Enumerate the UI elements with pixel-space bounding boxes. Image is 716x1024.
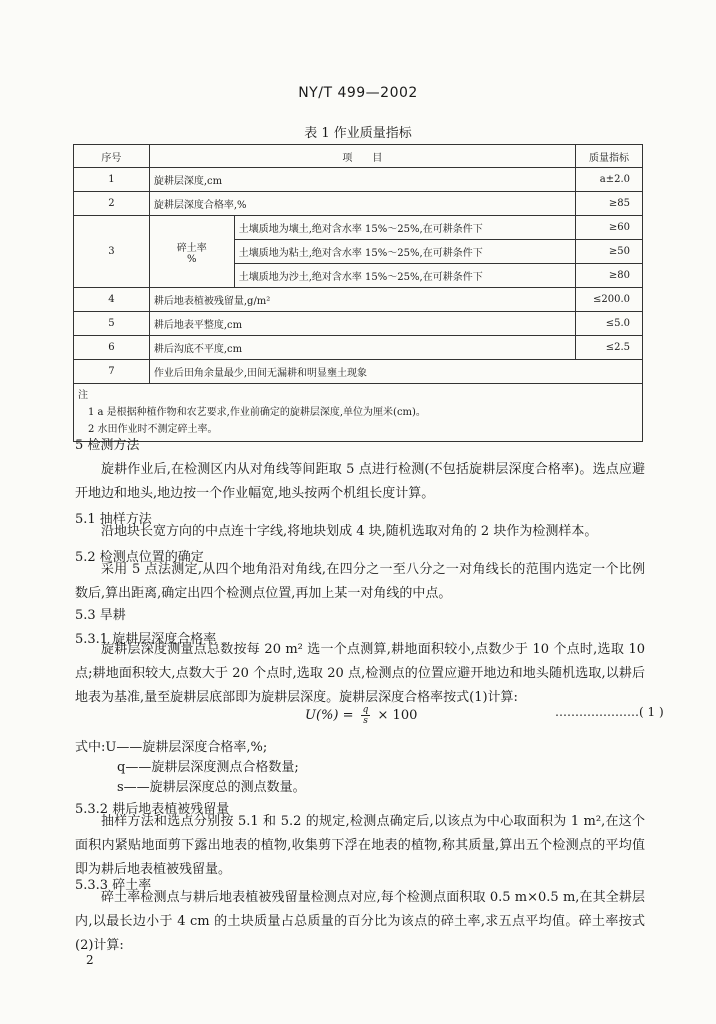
formula-denominator: s (363, 716, 368, 726)
table-row (74, 192, 643, 216)
table-row (74, 216, 643, 240)
section-5-3-1-paragraph: 旋耕层深度测量点总数按每 20 m² 选一个点测算,耕地面积较小,点数少于 10 个点时,选取 10 点;耕地面积较大,点数大于 20 个点时,选取 20 点,检测点的位置应避开地边和地头随机选取,以耕后地表为基准,量至旋耕层底部即为旋耕层深度。旋耕层深度合格率按式(1)计算: (75, 642, 645, 705)
section-5-1-paragraph: 沿地块长宽方向的中点连十字线,将地块划成 4 块,随机选取对角的 2 块作为检测样本。 (101, 524, 598, 539)
table-notes-row (74, 384, 643, 442)
section-5-3-2-title: 5.3.2 耕后地表植被残留量 (75, 802, 230, 817)
definition-line: q——旋耕层深度测点合格数量; (117, 760, 299, 775)
row-item: 耕后地表平整度,cm (149, 312, 575, 336)
section-5-title: 5 检测方法 (75, 438, 140, 453)
row-no: 1 (74, 168, 150, 192)
table-notes (74, 384, 643, 442)
row-item: 旋耕层深度合格率,% (149, 192, 575, 216)
table-row (74, 288, 643, 312)
row-group-label (149, 216, 234, 288)
table-row (74, 168, 643, 192)
row-value: ≤200.0 (576, 288, 643, 312)
definition-line: 式中:U——旋耕层深度合格率,%; (75, 740, 268, 755)
formula-numerator: q (362, 705, 369, 715)
row-value: ≥85 (576, 192, 643, 216)
table-caption: 表 1 作业质量指标 (304, 126, 412, 141)
notes-title: 注 (78, 390, 88, 401)
row-no: 6 (74, 336, 150, 360)
formula-lhs: U(%) = (305, 708, 354, 723)
definition-line: s——旋耕层深度总的测点数量。 (117, 780, 306, 795)
row-item: 旋耕层深度,cm (149, 168, 575, 192)
header-item: 项 目 (149, 145, 575, 168)
header-value: 质量指标 (576, 145, 643, 168)
formula-definitions (75, 738, 306, 798)
section-5-3-title: 5.3 旱耕 (75, 608, 126, 623)
section-5-2-paragraph: 采用 5 点法测定,从四个地角沿对角线,在四分之一至八分之一对角线长的范围内选定一个比例数后,算出距离,确定出四个检测点位置,再加上某一对角线的中点。 (75, 562, 645, 601)
note-item: 1 a 是根据种植作物和农艺要求,作业前确定的旋耕层深度,单位为厘米(cm)。 (88, 407, 426, 418)
table-row (74, 312, 643, 336)
group-label-text: 碎土率 (176, 242, 207, 254)
standard-code-header: NY/T 499—2002 (298, 85, 418, 101)
formula-fraction (361, 705, 371, 726)
section-5-3-3-title: 5.3.3 碎土率 (75, 878, 152, 893)
row-subitem: 土壤质地为沙土,绝对含水率 15%～25%,在可耕条件下 (234, 264, 575, 288)
row-no: 4 (74, 288, 150, 312)
row-value: ≤2.5 (576, 336, 643, 360)
section-5-paragraph: 旋耕作业后,在检测区内从对角线等间距取 5 点进行检测(不包括旋耕层深度合格率)。选点应避开地边和地头,地边按一个作业幅宽,地头按两个机组长度计算。 (75, 462, 645, 501)
row-no: 3 (74, 216, 150, 288)
header-no: 序号 (74, 145, 150, 168)
table-row (74, 360, 643, 384)
section-5-2-title: 5.2 检测点位置的确定 (75, 550, 204, 565)
row-value: ≥80 (576, 264, 643, 288)
quality-index-table (73, 144, 643, 442)
row-value: ≤5.0 (576, 312, 643, 336)
row-no: 7 (74, 360, 150, 384)
row-item: 耕后沟底不平度,cm (149, 336, 575, 360)
row-subitem: 土壤质地为粘土,绝对含水率 15%～25%,在可耕条件下 (234, 240, 575, 264)
page-number: 2 (86, 953, 94, 967)
section-5-3-1-title: 5.3.1 旋耕层深度合格率 (75, 632, 217, 647)
section-5-3-3-paragraph: 碎土率检测点与耕后地表植被残留量检测点对应,每个检测点面积取 0.5 m×0.5 m,在其全耕层内,以最长边小于 4 cm 的土块质量占总质量的百分比为该点的碎土率,求五点平均值。碎土率按式(2)计算: (75, 890, 645, 953)
row-subitem: 土壤质地为壤土,绝对含水率 15%～25%,在可耕条件下 (234, 216, 575, 240)
group-unit-text: % (187, 253, 197, 265)
section-5-1-title: 5.1 抽样方法 (75, 512, 152, 527)
formula-1 (305, 705, 417, 726)
row-value: ≥50 (576, 240, 643, 264)
row-item: 耕后地表植被残留量,g/m² (149, 288, 575, 312)
equation-number: …………………( 1 ) (555, 705, 664, 719)
row-item: 作业后田角余量最少,田间无漏耕和明显壅土现象 (149, 360, 642, 384)
formula-rhs: × 100 (377, 708, 418, 723)
table-header-row (74, 145, 643, 168)
row-value: ≥60 (576, 216, 643, 240)
row-no: 2 (74, 192, 150, 216)
table-row (74, 336, 643, 360)
section-5-3-2-paragraph: 抽样方法和选点分别按 5.1 和 5.2 的规定,检测点确定后,以该点为中心取面积为 1 m²,在这个面积内紧贴地面剪下露出地表的植物,收集剪下浮在地表的植物,称其质量,算出五个检测点的平均值即为耕后地表植被残留量。 (75, 814, 645, 877)
row-value: a±2.0 (576, 168, 643, 192)
row-no: 5 (74, 312, 150, 336)
note-item: 2 水田作业时不测定碎土率。 (88, 424, 218, 435)
